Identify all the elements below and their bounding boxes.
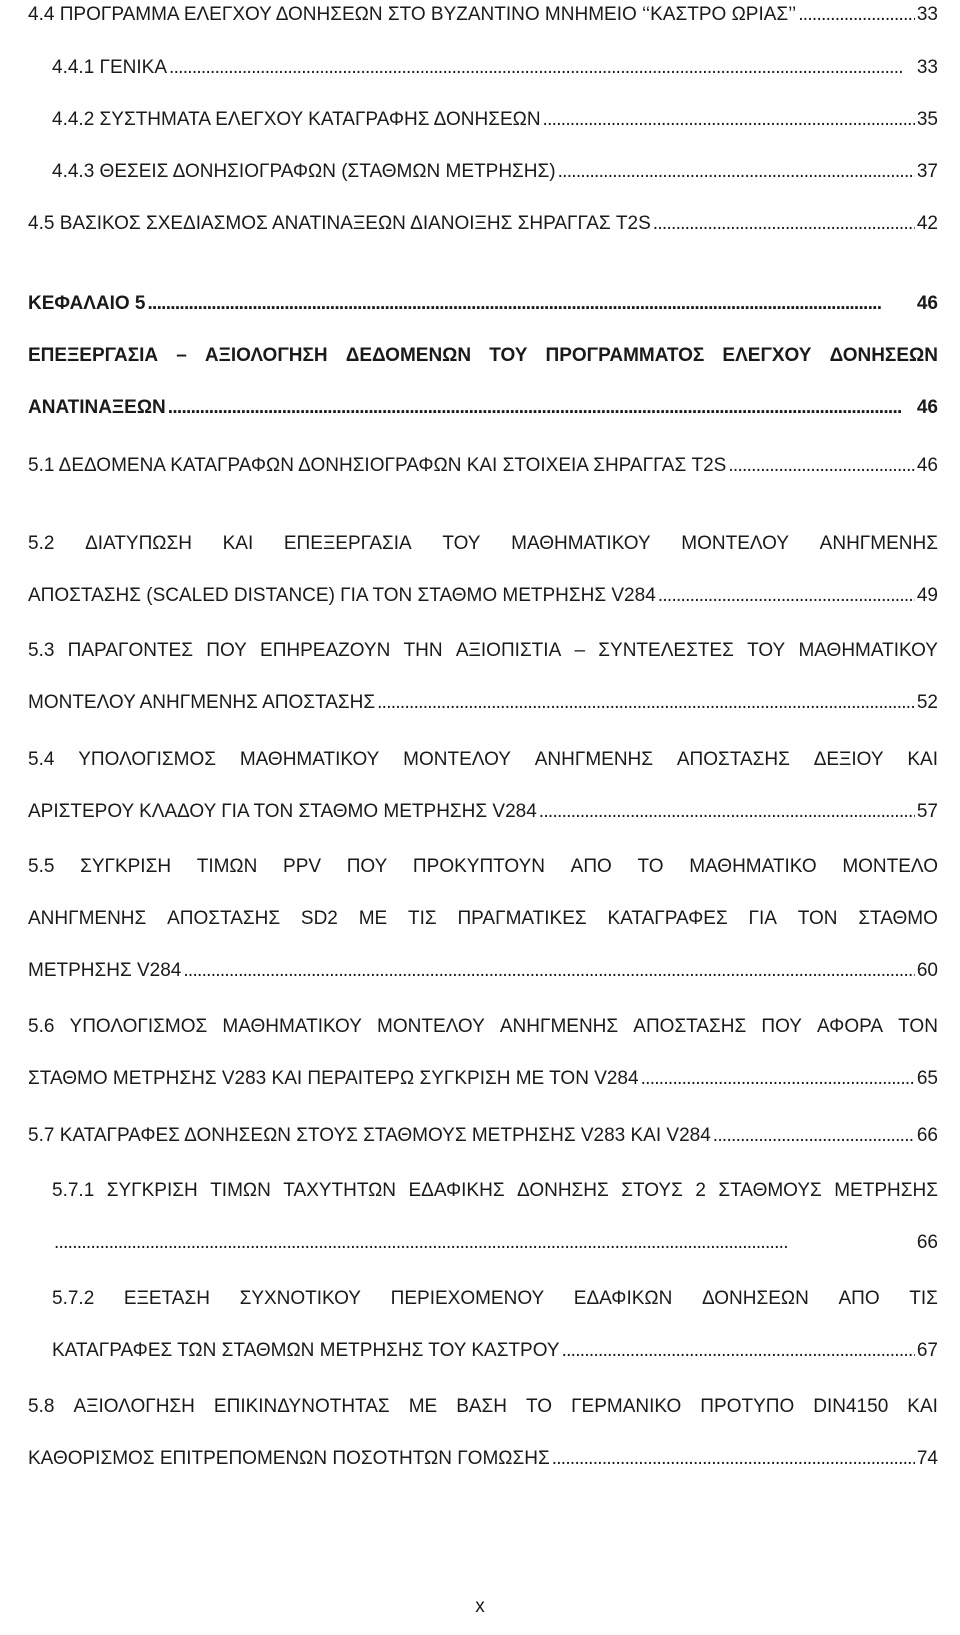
word: ΔΟΝΗΣΕΩΝ xyxy=(701,1288,809,1309)
toc-leader-dots xyxy=(54,1228,915,1258)
toc-entry-page: 66 xyxy=(916,1232,938,1253)
word: ΜΑΘΗΜΑΤΙΚΟΥ xyxy=(798,640,938,661)
word: ΑΦΟΡΑ xyxy=(817,1016,884,1037)
toc-leader-dots xyxy=(562,1336,915,1366)
word: SD2 xyxy=(300,908,338,929)
toc-chapter-entry[interactable] xyxy=(28,289,938,319)
word: ΤΗΝ xyxy=(403,640,443,661)
toc-entry-page: 74 xyxy=(916,1448,938,1469)
toc-entry-title: ΣΤΑΘΜΟ ΜΕΤΡΗΣΗΣ V283 ΚΑΙ ΠΕΡΑΙΤΕΡΩ ΣΥΓΚΡΙΣΗ ΜΕ ΤΟΝ V284 xyxy=(28,1068,639,1089)
word: ΣΥΓΚΡΙΣΗ xyxy=(106,1180,198,1201)
word: ΤΟΥ xyxy=(489,345,528,366)
word: ΑΞΙΟΠΙΣΤΙΑ xyxy=(455,640,562,661)
word: ΕΔΑΦΙΚΩΝ xyxy=(573,1288,673,1309)
word: ΔΟΝΗΣΗΣ xyxy=(517,1180,609,1201)
word: ΣΤΟΥΣ xyxy=(621,1180,683,1201)
toc-entry-page: 33 xyxy=(916,4,938,25)
word: ΑΠΟΣΤΑΣΗΣ xyxy=(633,1016,747,1037)
word: ΕΠΗΡΕΑΖΟΥΝ xyxy=(260,640,391,661)
word: ΠΡΟΤΥΠΟ xyxy=(700,1396,795,1417)
toc-entry-title: 4.4.3 ΘΕΣΕΙΣ ΔΟΝΗΣΙΟΓΡΑΦΩΝ (ΣΤΑΘΜΩΝ ΜΕΤΡΗΣΗΣ) xyxy=(52,161,556,182)
word: ΠΟΥ xyxy=(761,1016,802,1037)
toc-leader-dots xyxy=(653,209,915,239)
toc-entry[interactable] xyxy=(28,451,938,481)
toc-entry-title: ΚΑΤΑΓΡΑΦΕΣ ΤΩΝ ΣΤΑΘΜΩΝ ΜΕΤΡΗΣΗΣ ΤΟΥ ΚΑΣΤΡΟΥ xyxy=(52,1340,560,1361)
word: ΤΟΥ xyxy=(442,533,481,554)
toc-entry-title: ΚΑΘΟΡΙΣΜΟΣ ΕΠΙΤΡΕΠΟΜΕΝΩΝ ΠΟΣΟΤΗΤΩΝ ΓΟΜΩΣΗΣ xyxy=(28,1448,550,1469)
toc-entry[interactable] xyxy=(28,209,938,239)
word: ΣΥΝΤΕΛΕΣΤΕΣ xyxy=(598,640,734,661)
toc-leader-dots xyxy=(558,157,915,187)
toc-leader-dots xyxy=(168,393,915,423)
word: 5.2 xyxy=(28,533,55,554)
toc-entry[interactable] xyxy=(28,1064,938,1094)
word: 5.7.2 xyxy=(52,1288,95,1309)
toc-leader-dots xyxy=(539,797,915,827)
word: ΜΑΘΗΜΑΤΙΚΟΥ xyxy=(511,533,651,554)
toc-entry[interactable] xyxy=(52,105,938,135)
word: ΑΞΙΟΛΟΓΗΣΗ xyxy=(73,1396,195,1417)
word: ΠΡΑΓΜΑΤΙΚΕΣ xyxy=(457,908,587,929)
word: ΣΤΑΘΜΟΥΣ xyxy=(718,1180,822,1201)
toc-entry-line xyxy=(28,852,938,882)
word: ΑΝΗΓΜΕΝΗΣ xyxy=(28,908,147,929)
toc-entry[interactable] xyxy=(28,797,938,827)
word: ΤΟΝ xyxy=(898,1016,938,1037)
word: ΠΡΟΓΡΑΜΜΑΤΟΣ xyxy=(545,345,705,366)
word: ΠΟΥ xyxy=(206,640,247,661)
word: ΑΠΟ xyxy=(570,856,612,877)
toc-entry-title: 4.4 ΠΡΟΓΡΑΜΜΑ ΕΛΕΓΧΟΥ ΔΟΝΗΣΕΩΝ ΣΤΟ ΒΥΖΑΝΤΙΝΟ ΜΝΗΜΕΙΟ ‘‘ΚΑΣΤΡΟ ΩΡΙΑΣ’’ xyxy=(28,4,797,25)
word: ΤΟΥ xyxy=(747,640,786,661)
word: ΕΠΙΚΙΝΔΥΝΟΤΗΤΑΣ xyxy=(213,1396,390,1417)
word: ΠΕΡΙΕΧΟΜΕΝΟΥ xyxy=(390,1288,545,1309)
toc-entry[interactable] xyxy=(28,0,938,30)
word: ΜΕ xyxy=(358,908,388,929)
word: ΚΑΙ xyxy=(907,1396,938,1417)
toc-entry-line xyxy=(28,636,938,666)
toc-entry-line xyxy=(28,745,938,775)
toc-leader-dots xyxy=(377,688,915,718)
toc-entry-title: ΑΠΟΣΤΑΣΗΣ (SCALED DISTANCE) ΓΙΑ ΤΟΝ ΣΤΑΘΜΟ ΜΕΤΡΗΣΗΣ V284 xyxy=(28,585,656,606)
toc-entry-line xyxy=(52,1284,938,1314)
toc-entry-line xyxy=(28,1012,938,1042)
word: ΔΕΞΙΟΥ xyxy=(813,749,884,770)
word: ΜΕΤΡΗΣΗΣ xyxy=(834,1180,938,1201)
toc-entry-page: 46 xyxy=(916,293,938,314)
toc-entry-title: 5.7 ΚΑΤΑΓΡΑΦΕΣ ΔΟΝΗΣΕΩΝ ΣΤΟΥΣ ΣΤΑΘΜΟΥΣ ΜΕΤΡΗΣΗΣ V283 ΚΑΙ V284 xyxy=(28,1125,711,1146)
word: ΜΟΝΤΕΛΟ xyxy=(842,856,938,877)
word: ΜΟΝΤΕΛΟΥ xyxy=(403,749,511,770)
toc-entry-line xyxy=(28,904,938,934)
toc-entry-title: 4.4.2 ΣΥΣΤΗΜΑΤΑ ΕΛΕΓΧΟΥ ΚΑΤΑΓΡΑΦΗΣ ΔΟΝΗΣΕΩΝ xyxy=(52,109,541,130)
word: ΠΟΥ xyxy=(346,856,388,877)
toc-entry-page: 33 xyxy=(916,57,938,78)
toc-leader-dots xyxy=(169,53,915,83)
word: DIN4150 xyxy=(813,1396,889,1417)
toc-entry[interactable] xyxy=(52,1336,938,1366)
toc-leader-dots xyxy=(728,451,915,481)
toc-entry[interactable] xyxy=(52,53,938,83)
word: ΑΠΟ xyxy=(838,1288,880,1309)
toc-entry-page: 65 xyxy=(916,1068,938,1089)
toc-entry-page: 67 xyxy=(916,1340,938,1361)
word: ΤΙΜΩΝ xyxy=(210,1180,271,1201)
toc-leader-dots xyxy=(543,105,915,135)
word: 2 xyxy=(695,1180,706,1201)
word: ΠΡΟΚΥΠΤΟΥΝ xyxy=(412,856,545,877)
toc-leader-dots xyxy=(148,289,915,319)
toc-chapter-entry[interactable] xyxy=(28,393,938,423)
word: ΜΟΝΤΕΛΟΥ xyxy=(681,533,790,554)
toc-entry-page: 42 xyxy=(916,213,938,234)
word: 5.4 xyxy=(28,749,55,770)
toc-entry[interactable] xyxy=(28,1121,938,1151)
word: 5.8 xyxy=(28,1396,55,1417)
word: ΑΝΗΓΜΕΝΗΣ xyxy=(534,749,654,770)
word: 5.6 xyxy=(28,1016,55,1037)
word: ΚΑΙ xyxy=(222,533,254,554)
toc-leader-dots xyxy=(552,1444,915,1474)
word: ΤΟ xyxy=(637,856,664,877)
word: ΒΑΣΗ xyxy=(456,1396,508,1417)
toc-entry[interactable] xyxy=(28,956,938,986)
toc-chapter-title-line xyxy=(28,341,938,371)
toc-entry-page: 46 xyxy=(916,397,938,418)
toc-entry[interactable] xyxy=(52,1228,938,1258)
toc-entry[interactable] xyxy=(28,1444,938,1474)
toc-entry-page: 37 xyxy=(916,161,938,182)
toc-entry-title: 4.4.1 ΓΕΝΙΚΑ xyxy=(52,57,168,78)
word: ΔΕΔΟΜΕΝΩΝ xyxy=(345,345,472,366)
word: PPV xyxy=(283,856,322,877)
word: ΤΙΣ xyxy=(909,1288,938,1309)
toc-entry-title: ΜΟΝΤΕΛΟΥ ΑΝΗΓΜΕΝΗΣ ΑΠΟΣΤΑΣΗΣ xyxy=(28,692,376,713)
word: ΑΠΟΣΤΑΣΗΣ xyxy=(676,749,790,770)
word: 5.3 xyxy=(28,640,55,661)
word: ΜΑΘΗΜΑΤΙΚΟΥ xyxy=(239,749,380,770)
word: ΕΔΑΦΙΚΗΣ xyxy=(408,1180,505,1201)
toc-entry-title: 4.5 ΒΑΣΙΚΟΣ ΣΧΕΔΙΑΣΜΟΣ ΑΝΑΤΙΝΑΞΕΩΝ ΔΙΑΝΟΙΞΗΣ ΣΗΡΑΓΓΑΣ T2S xyxy=(28,213,651,234)
word: ΚΑΙ xyxy=(907,749,938,770)
word: ΜΕ xyxy=(408,1396,438,1417)
toc-entry-line xyxy=(28,1392,938,1422)
toc-entry-title: 5.1 ΔΕΔΟΜΕΝΑ ΚΑΤΑΓΡΑΦΩΝ ΔΟΝΗΣΙΟΓΡΑΦΩΝ ΚΑΙ ΣΤΟΙΧΕΙΑ ΣΗΡΑΓΓΑΣ T2S xyxy=(28,455,727,476)
word: ΜΟΝΤΕΛΟΥ xyxy=(377,1016,485,1037)
toc-entry-page: 35 xyxy=(916,109,938,130)
word: ΤΙΣ xyxy=(408,908,437,929)
word: ΓΕΡΜΑΝΙΚΟ xyxy=(571,1396,682,1417)
word: ΓΙΑ xyxy=(748,908,777,929)
toc-leader-dots xyxy=(658,581,915,611)
word: ΜΑΘΗΜΑΤΙΚΟ xyxy=(689,856,817,877)
word: – xyxy=(574,640,586,661)
toc-entry-page: 46 xyxy=(916,455,938,476)
toc-leader-dots xyxy=(641,1064,915,1094)
toc-entry-line xyxy=(52,1176,938,1206)
word: ΕΠΕΞΕΡΓΑΣΙΑ xyxy=(283,533,412,554)
toc-entry[interactable] xyxy=(28,688,938,718)
toc-entry-line xyxy=(28,529,938,559)
word: ΣΤΑΘΜΟ xyxy=(858,908,938,929)
word: – xyxy=(176,345,187,366)
word: ΤΙΜΩΝ xyxy=(196,856,258,877)
word: ΤΟ xyxy=(526,1396,553,1417)
word: ΑΠΟΣΤΑΣΗΣ xyxy=(167,908,281,929)
word: 5.5 xyxy=(28,856,55,877)
word: ΑΝΗΓΜΕΝΗΣ xyxy=(499,1016,619,1037)
toc-entry-title: ΑΡΙΣΤΕΡΟΥ ΚΛΑΔΟΥ ΓΙΑ ΤΟΝ ΣΤΑΘΜΟ ΜΕΤΡΗΣΗΣ V284 xyxy=(28,801,537,822)
toc-entry-page: 52 xyxy=(916,692,938,713)
word: ΕΞΕΤΑΣΗ xyxy=(123,1288,210,1309)
word: ΣΥΧΝΟΤΙΚΟΥ xyxy=(239,1288,361,1309)
word: ΤΑΧΥΤΗΤΩΝ xyxy=(283,1180,397,1201)
word: ΕΠΕΞΕΡΓΑΣΙΑ xyxy=(28,345,159,366)
toc-entry-page: 60 xyxy=(916,960,938,981)
toc-entry-title: ΑΝΑΤΙΝΑΞΕΩΝ xyxy=(28,397,166,418)
toc-entry[interactable] xyxy=(52,157,938,187)
word: ΥΠΟΛΟΓΙΣΜΟΣ xyxy=(69,1016,208,1037)
word: ΑΞΙΟΛΟΓΗΣΗ xyxy=(204,345,328,366)
toc-entry-page: 57 xyxy=(916,801,938,822)
word: ΔΙΑΤΥΠΩΣΗ xyxy=(85,533,192,554)
toc-entry-page: 49 xyxy=(916,585,938,606)
word: ΣΥΓΚΡΙΣΗ xyxy=(80,856,172,877)
toc-leader-dots xyxy=(183,956,914,986)
word: ΕΛΕΓΧΟΥ xyxy=(722,345,812,366)
word: ΑΝΗΓΜΕΝΗΣ xyxy=(819,533,938,554)
page-number: x xyxy=(475,1596,485,1617)
toc-entry-page: 66 xyxy=(916,1125,938,1146)
word: ΠΑΡΑΓΟΝΤΕΣ xyxy=(67,640,193,661)
word: ΜΑΘΗΜΑΤΙΚΟΥ xyxy=(222,1016,362,1037)
word: ΔΟΝΗΣΕΩΝ xyxy=(829,345,938,366)
word: 5.7.1 xyxy=(52,1180,95,1201)
word: ΚΑΤΑΓΡΑΦΕΣ xyxy=(607,908,728,929)
word: ΤΟΝ xyxy=(797,908,838,929)
toc-leader-dots xyxy=(713,1121,915,1151)
word: ΥΠΟΛΟΓΙΣΜΟΣ xyxy=(78,749,216,770)
toc-entry-title: ΜΕΤΡΗΣΗΣ V284 xyxy=(28,960,182,981)
toc-entry[interactable] xyxy=(28,581,938,611)
toc-leader-dots xyxy=(798,0,915,30)
toc-entry-title: ΚΕΦΑΛΑΙΟ 5 xyxy=(28,293,146,314)
